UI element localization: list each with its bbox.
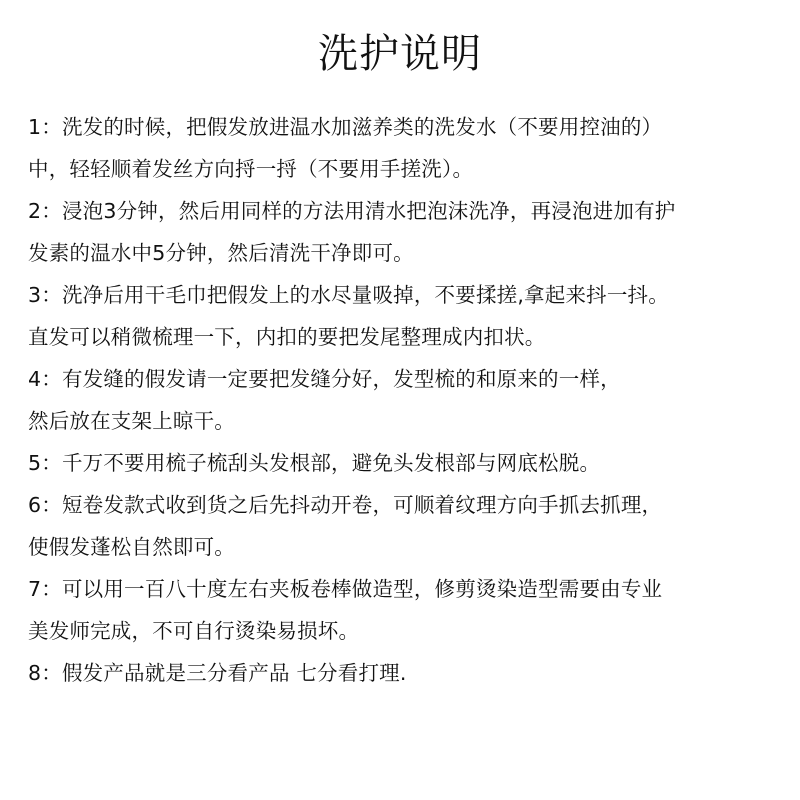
instruction-lines [28, 106, 788, 694]
instruction-line-5: 3：洗净后用干毛巾把假发上的水尽量吸掉，不要揉搓,拿起来抖一抖。 [28, 283, 669, 307]
instruction-line-2: 中，轻轻顺着发丝方向捋一捋（不要用手搓洗）。 [28, 157, 474, 181]
instruction-line-7: 4：有发缝的假发请一定要把发缝分好，发型梳的和原来的一样， [28, 367, 621, 391]
instruction-line-13: 美发师完成，不可自行烫染易损坏。 [28, 619, 360, 643]
page-title: 洗护说明 [318, 31, 482, 77]
instruction-line-10: 6：短卷发款式收到货之后先抖动开卷，可顺着纹理方向手抓去抓理， [28, 493, 663, 517]
instruction-line-4: 发素的温水中5分钟，然后清洗干净即可。 [28, 241, 414, 265]
instruction-line-14: 8：假发产品就是三分看产品 七分看打理. [28, 661, 407, 685]
instruction-line-9: 5：千万不要用梳子梳刮头发根部，避免头发根部与网底松脱。 [28, 451, 601, 475]
instruction-line-3: 2：浸泡3分钟，然后用同样的方法用清水把泡沫洗净，再浸泡进加有护 [28, 199, 676, 223]
instruction-line-12: 7：可以用一百八十度左右夹板卷棒做造型，修剪烫染造型需要由专业 [28, 577, 663, 601]
instruction-line-8: 然后放在支架上晾干。 [28, 409, 235, 433]
instruction-line-1: 1：洗发的时候，把假发放进温水加滋养类的洗发水（不要用控油的） [28, 115, 663, 139]
instruction-line-6: 直发可以稍微梳理一下，内扣的要把发尾整理成内扣状。 [28, 325, 546, 349]
instruction-line-11: 使假发蓬松自然即可。 [28, 535, 235, 559]
